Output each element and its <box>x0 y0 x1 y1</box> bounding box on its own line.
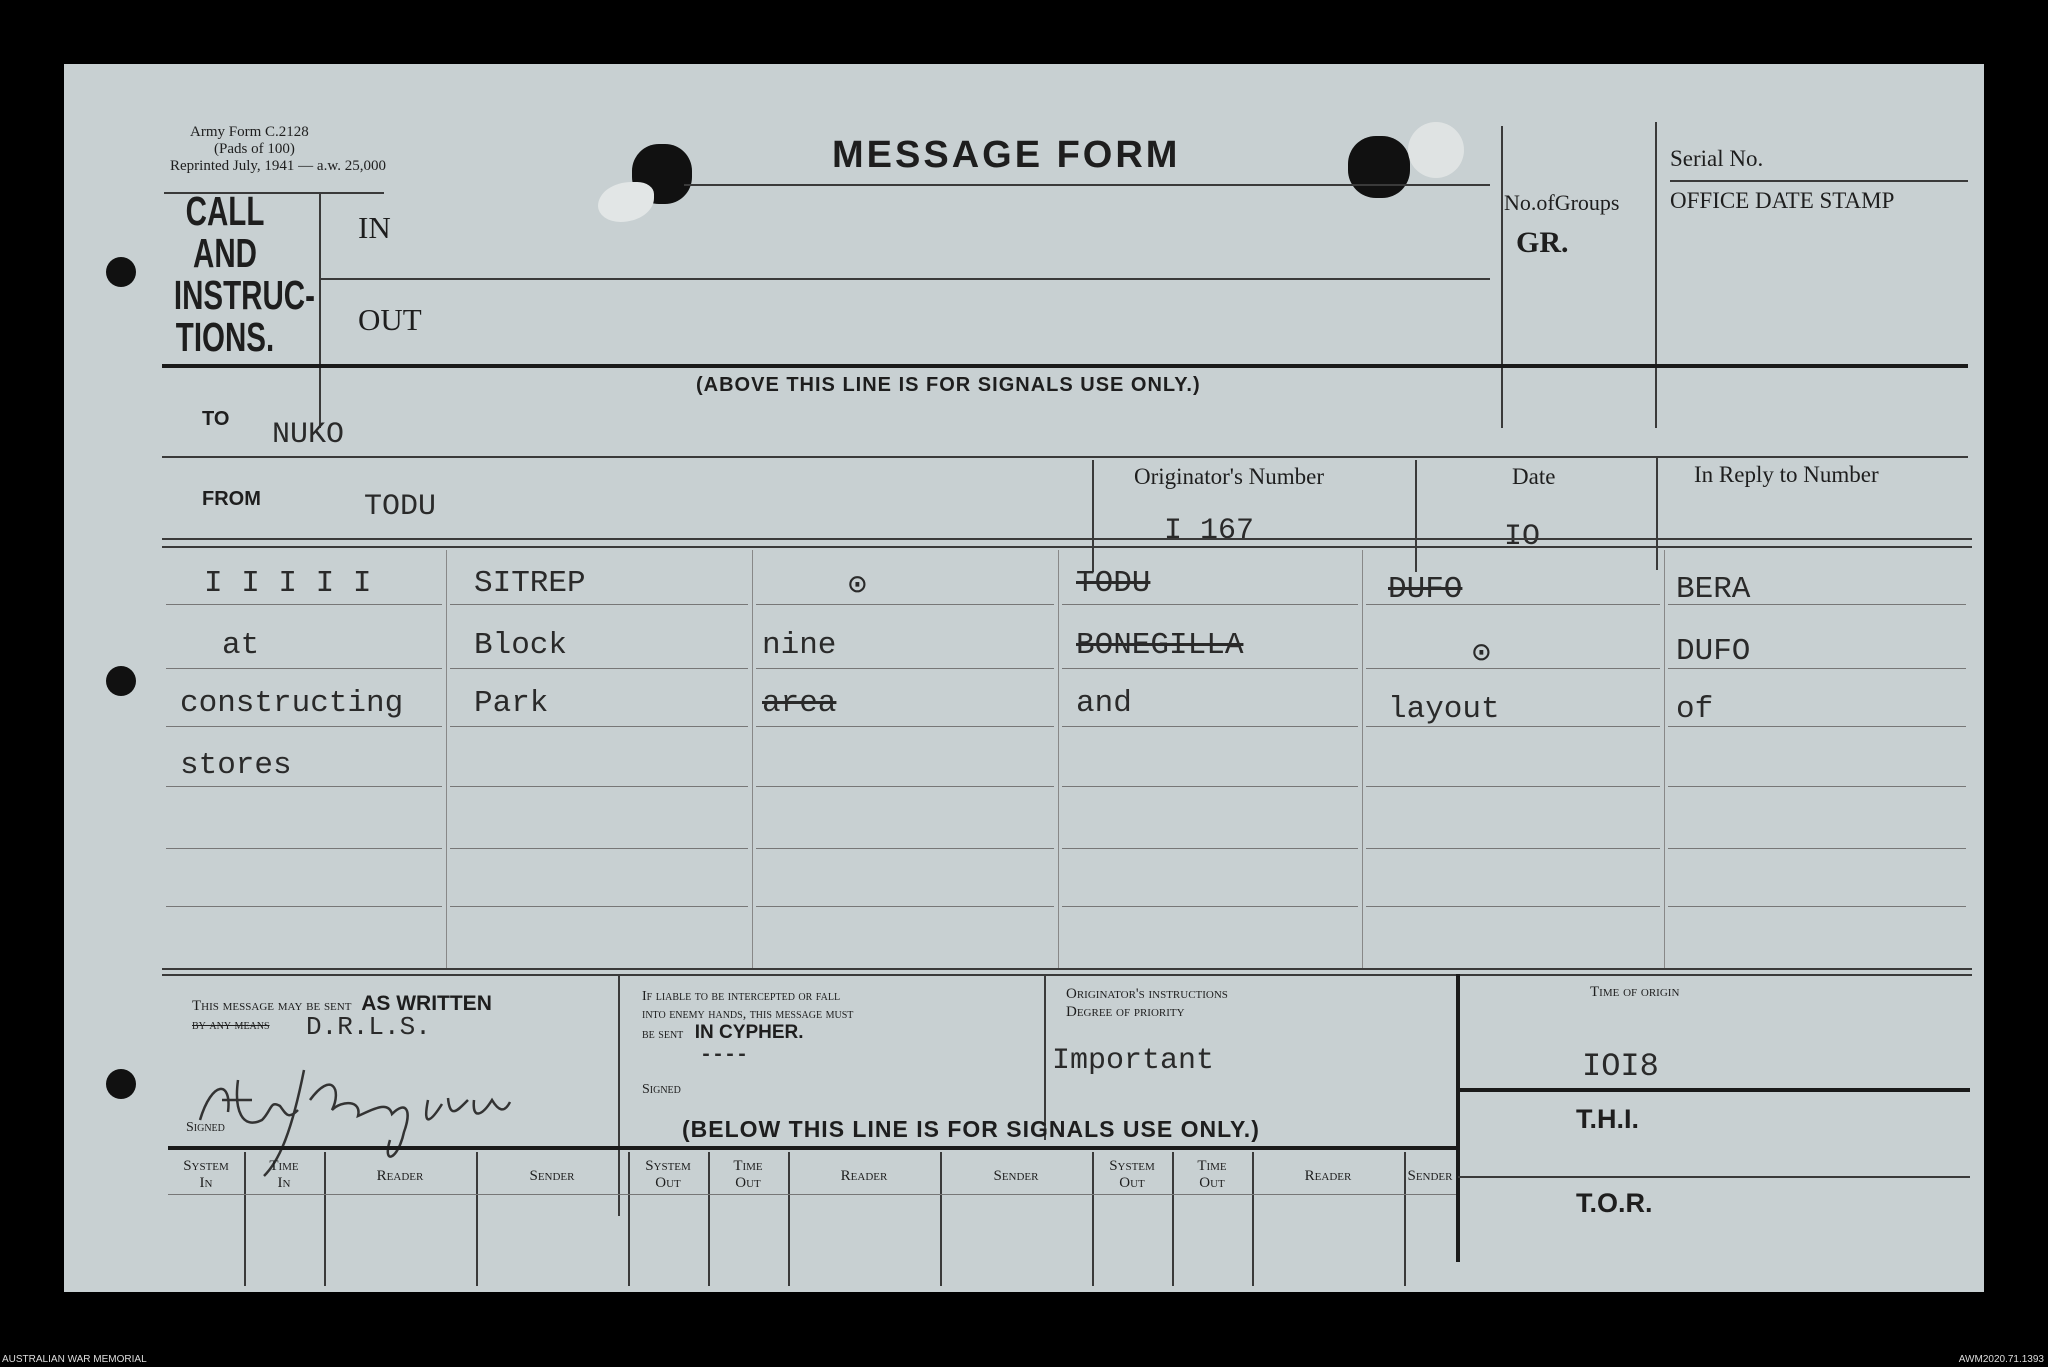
signals-above-note: (ABOVE THIS LINE IS FOR SIGNALS USE ONLY.) <box>696 374 1201 396</box>
message-cell: area <box>762 686 837 721</box>
from-label: FROM <box>202 488 261 510</box>
footer-col-header: System In <box>183 1158 229 1191</box>
footer-col-header: System Out <box>1109 1158 1155 1191</box>
message-cell: and <box>1076 686 1132 721</box>
message-cell: of <box>1676 692 1714 727</box>
form-title: MESSAGE FORM <box>832 134 1181 176</box>
form-number: Army Form C.2128 <box>190 124 309 140</box>
footer-col-header: Reader <box>840 1168 888 1184</box>
footer-col-header: Sender <box>529 1168 575 1184</box>
serial-no-label: Serial No. <box>1670 146 1764 171</box>
originators-number-value: I 167 <box>1164 514 1255 548</box>
originators-instructions-label: Originator's instructions <box>1066 986 1228 1002</box>
message-cell: DUFO <box>1388 572 1463 607</box>
torn-hole <box>1348 136 1410 198</box>
to-label: TO <box>202 408 230 430</box>
to-value: NUKO <box>272 418 345 452</box>
call-in-label: IN <box>358 210 391 245</box>
message-cell: SITREP <box>474 566 586 601</box>
message-cell: DUFO <box>1676 634 1751 669</box>
originators-number-label: Originator's Number <box>1134 464 1325 489</box>
from-value: TODU <box>364 490 437 524</box>
drls-value: D.R.L.S. <box>306 1012 431 1042</box>
message-cell: Block <box>474 628 568 663</box>
footer-col-header: Time Out <box>733 1158 763 1191</box>
form-pads: (Pads of 100) <box>214 141 295 157</box>
signed-label-2: Signed <box>642 1082 681 1097</box>
message-cell: constructing <box>180 686 404 721</box>
date-label: Date <box>1512 464 1556 489</box>
message-cell: at <box>222 628 260 663</box>
in-reply-label: In Reply to Number <box>1694 462 1879 487</box>
footer-col-header: Time Out <box>1197 1158 1227 1191</box>
footer-col-header: Reader <box>376 1168 424 1184</box>
footer-col-header: Sender <box>1407 1168 1453 1184</box>
cypher-dashes: ---- <box>700 1044 749 1067</box>
message-cell: ⊙ <box>1472 637 1491 672</box>
message-cell: BERA <box>1676 572 1751 607</box>
degree-of-priority-label: Degree of priority <box>1066 1004 1185 1020</box>
punch-hole <box>106 666 136 696</box>
sent-note: This message may be sent AS WRITTEN <box>192 992 492 1015</box>
footer-col-header: Sender <box>993 1168 1039 1184</box>
footer-col-header: Reader <box>1304 1168 1352 1184</box>
office-date-stamp-label: OFFICE DATE STAMP <box>1670 188 1895 213</box>
message-cell: I I I I I <box>204 566 372 601</box>
message-cell: BONEGILLA <box>1076 628 1244 663</box>
priority-value: Important <box>1052 1044 1215 1078</box>
signed-label-1: Signed <box>186 1120 225 1135</box>
time-of-origin-value: IOI8 <box>1582 1048 1659 1085</box>
paper-tear <box>1408 122 1464 178</box>
message-cell: Park <box>474 686 549 721</box>
thi-label: T.H.I. <box>1576 1104 1640 1134</box>
message-cell: TODU <box>1076 566 1151 601</box>
message-cell: nine <box>762 628 837 663</box>
date-value: IO <box>1504 520 1541 554</box>
message-form-paper <box>64 64 1984 1292</box>
form-reprint: Reprinted July, 1941 — a.w. 25,000 <box>170 158 386 174</box>
signals-below-note: (BELOW THIS LINE IS FOR SIGNALS USE ONLY.) <box>682 1116 1260 1142</box>
punch-hole <box>106 1069 136 1099</box>
time-of-origin-label: Time of origin <box>1590 984 1680 1000</box>
groups-label: No.ofGroups <box>1504 190 1620 215</box>
intercept-note: If liable to be intercepted or fall into enemy hands, this message must be sent IN CYPHER. <box>642 989 854 1043</box>
call-instructions-heading: CALL AND INSTRUC- TIONS. <box>173 188 315 360</box>
message-cell: layout <box>1388 692 1500 727</box>
footer-col-header: Time In <box>269 1158 299 1191</box>
paper-tear <box>598 182 654 222</box>
credit-left: AUSTRALIAN WAR MEMORIAL <box>2 1354 147 1365</box>
punch-hole <box>106 257 136 287</box>
by-any-means: by any means <box>192 1018 270 1033</box>
credit-right: AWM2020.71.1393 <box>1958 1354 2044 1365</box>
call-out-label: OUT <box>358 302 422 337</box>
tor-label: T.O.R. <box>1576 1188 1653 1218</box>
footer-col-header: System Out <box>645 1158 691 1191</box>
message-cell: ⊙ <box>848 569 867 604</box>
message-cell: stores <box>180 748 292 783</box>
groups-value: GR. <box>1516 226 1569 259</box>
